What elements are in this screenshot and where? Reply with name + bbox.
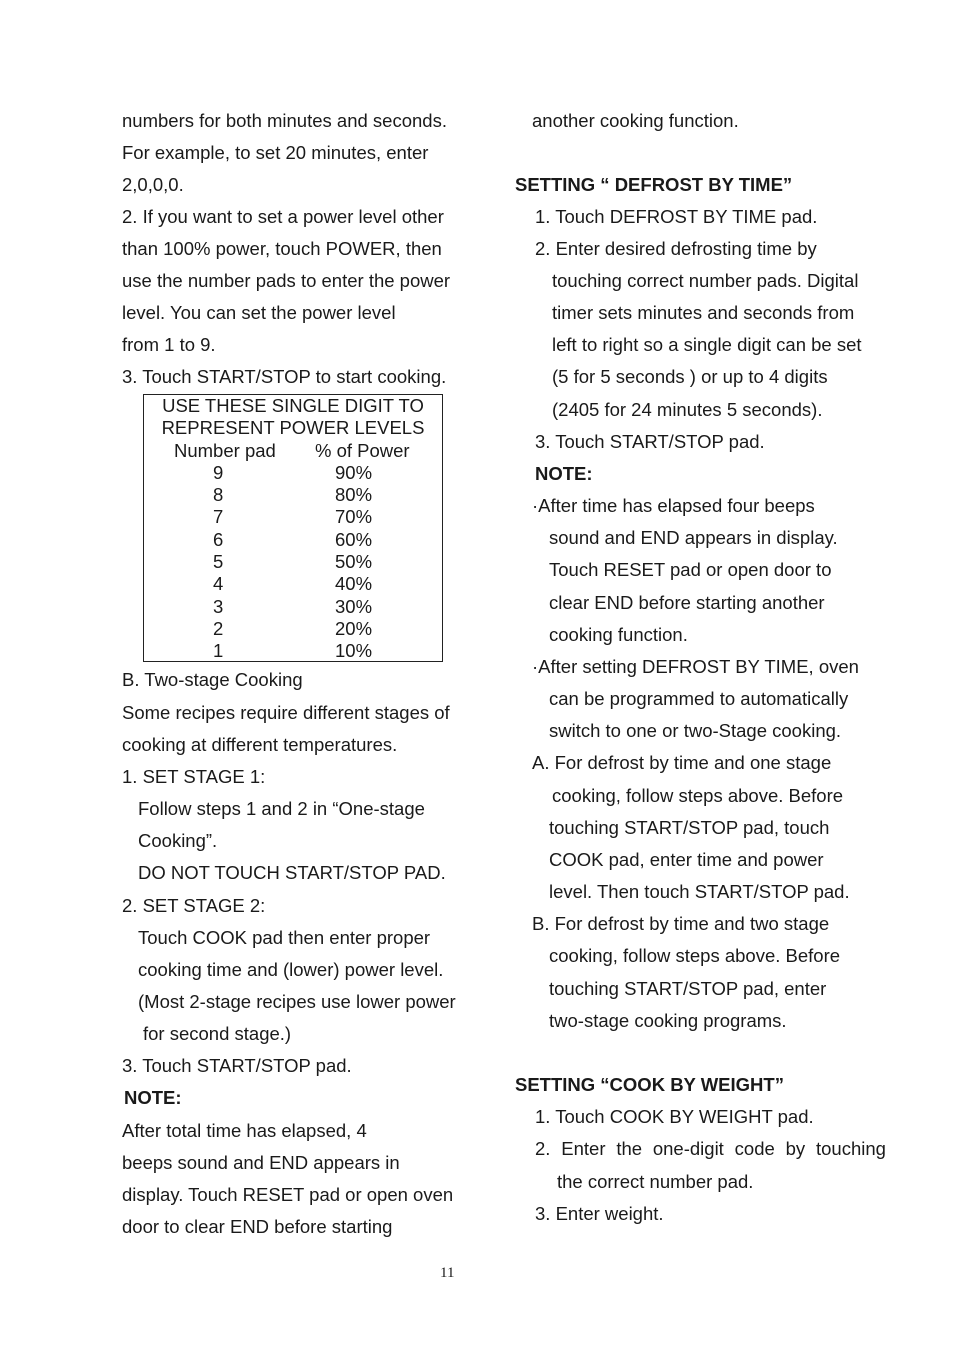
- text-line: Touch RESET pad or open door to: [549, 559, 832, 580]
- justified-text-line: [535, 1138, 886, 1160]
- table-column-headers: [144, 440, 442, 462]
- power-cell: 70%: [335, 506, 373, 528]
- text-line: 1. SET STAGE 1:: [122, 766, 266, 787]
- text-line: Some recipes require different stages of: [122, 702, 450, 723]
- pad-cell: 1: [213, 640, 224, 662]
- text-line: sound and END appears in display.: [549, 527, 838, 548]
- column-header-percent-power: % of Power: [315, 439, 410, 461]
- power-cell: 60%: [335, 528, 373, 550]
- text-line: beeps sound and END appears in: [122, 1152, 400, 1173]
- text-line: COOK pad, enter time and power: [549, 849, 824, 870]
- text-line: touching START/STOP pad, enter: [549, 978, 827, 999]
- pad-cell: 4: [213, 573, 224, 595]
- table-row: [144, 529, 442, 551]
- pad-cell: 8: [213, 484, 224, 506]
- power-cell: 80%: [335, 484, 373, 506]
- text-line: For example, to set 20 minutes, enter: [122, 142, 429, 163]
- text-line: Follow steps 1 and 2 in “One-stage: [138, 798, 425, 819]
- text-line: clear END before starting another: [549, 592, 825, 613]
- word: touching: [815, 1138, 886, 1159]
- power-cell: 30%: [335, 595, 373, 617]
- text-line: two-stage cooking programs.: [549, 1010, 787, 1031]
- text-line: for second stage.): [143, 1023, 292, 1044]
- text-line: A. For defrost by time and one stage: [532, 752, 832, 773]
- text-line: touching START/STOP pad, touch: [549, 817, 830, 838]
- table-header-line: USE THESE SINGLE DIGIT TO: [162, 395, 424, 416]
- pad-cell: 5: [213, 551, 224, 573]
- pad-cell: 2: [213, 617, 224, 639]
- text-line: (2405 for 24 minutes 5 seconds).: [552, 399, 823, 420]
- text-line: from 1 to 9.: [122, 334, 216, 355]
- power-cell: 20%: [335, 617, 373, 639]
- text-line: 3. Touch START/STOP to start cooking.: [122, 366, 447, 387]
- text-line: 1. Touch COOK BY WEIGHT pad.: [535, 1106, 814, 1127]
- text-line: level. You can set the power level: [122, 302, 396, 323]
- text-line: 3. Touch START/STOP pad.: [535, 431, 765, 452]
- power-cell: 40%: [335, 573, 373, 595]
- note-label: NOTE:: [535, 463, 593, 484]
- table-row: [144, 596, 442, 618]
- table-row: [144, 551, 442, 573]
- word: code: [734, 1138, 775, 1159]
- text-line: 2. SET STAGE 2:: [122, 895, 266, 916]
- table-row: [144, 484, 442, 506]
- table-row: [144, 462, 442, 484]
- text-line: 3. Enter weight.: [535, 1203, 664, 1224]
- text-line: level. Then touch START/STOP pad.: [549, 881, 850, 902]
- text-line: ·After setting DEFROST BY TIME, oven: [532, 656, 859, 677]
- text-line: (Most 2-stage recipes use lower power: [138, 991, 456, 1012]
- text-line: (5 for 5 seconds ) or up to 4 digits: [552, 366, 828, 387]
- text-line: DO NOT TOUCH START/STOP PAD.: [138, 862, 446, 883]
- note-label: NOTE:: [124, 1087, 182, 1108]
- text-line: 2. If you want to set a power level other: [122, 206, 444, 227]
- pad-cell: 7: [213, 506, 224, 528]
- pad-cell: 6: [213, 528, 224, 550]
- word: 2.: [535, 1138, 551, 1159]
- pad-cell: 9: [213, 461, 224, 483]
- text-line: cooking, follow steps above. Before: [549, 945, 841, 966]
- word: by: [785, 1138, 806, 1159]
- text-line: Cooking”.: [138, 830, 218, 851]
- text-line: 2,0,0,0.: [122, 174, 184, 195]
- power-cell: 50%: [335, 551, 373, 573]
- text-line: cooking, follow steps above. Before: [552, 785, 844, 806]
- power-cell: 90%: [335, 461, 373, 483]
- text-line: can be programmed to automatically: [549, 688, 849, 709]
- text-line: touching correct number pads. Digital: [552, 270, 859, 291]
- table-row: [144, 573, 442, 595]
- text-line: 2. Enter desired defrosting time by: [535, 238, 817, 259]
- table-row: [144, 618, 442, 640]
- column-header-number-pad: Number pad: [174, 439, 276, 461]
- text-line: the correct number pad.: [557, 1171, 754, 1192]
- text-line: use the number pads to enter the power: [122, 270, 451, 291]
- text-line: numbers for both minutes and seconds.: [122, 110, 447, 131]
- text-line: than 100% power, touch POWER, then: [122, 238, 442, 259]
- table-row: [144, 506, 442, 528]
- section-heading-defrost-by-time: SETTING “ DEFROST BY TIME”: [515, 174, 793, 195]
- text-line: After total time has elapsed, 4: [122, 1120, 367, 1141]
- text-line: 3. Touch START/STOP pad.: [122, 1055, 352, 1076]
- word: Enter: [561, 1138, 606, 1159]
- text-line: another cooking function.: [532, 110, 739, 131]
- text-line: left to right so a single digit can be set: [552, 334, 862, 355]
- text-line: switch to one or two-Stage cooking.: [549, 720, 842, 741]
- table-header-line: REPRESENT POWER LEVELS: [161, 417, 425, 439]
- section-heading-cook-by-weight: SETTING “COOK BY WEIGHT”: [515, 1074, 784, 1095]
- text-line: Touch COOK pad then enter proper: [138, 927, 431, 948]
- power-level-table: [143, 394, 443, 662]
- text-line: display. Touch RESET pad or open oven: [122, 1184, 454, 1205]
- text-line: timer sets minutes and seconds from: [552, 302, 855, 323]
- text-line: B. Two-stage Cooking: [122, 669, 303, 690]
- text-line: cooking at different temperatures.: [122, 734, 398, 755]
- table-row: [144, 640, 442, 662]
- page-number: 11: [440, 1265, 455, 1281]
- text-line: cooking time and (lower) power level.: [138, 959, 444, 980]
- text-line: B. For defrost by time and two stage: [532, 913, 830, 934]
- word: the: [616, 1138, 643, 1159]
- word: one-digit: [652, 1138, 724, 1159]
- text-line: door to clear END before starting: [122, 1216, 393, 1237]
- text-line: cooking function.: [549, 624, 688, 645]
- power-cell: 10%: [335, 640, 373, 662]
- text-line: ·After time has elapsed four beeps: [532, 495, 815, 516]
- pad-cell: 3: [213, 595, 224, 617]
- text-line: 1. Touch DEFROST BY TIME pad.: [535, 206, 818, 227]
